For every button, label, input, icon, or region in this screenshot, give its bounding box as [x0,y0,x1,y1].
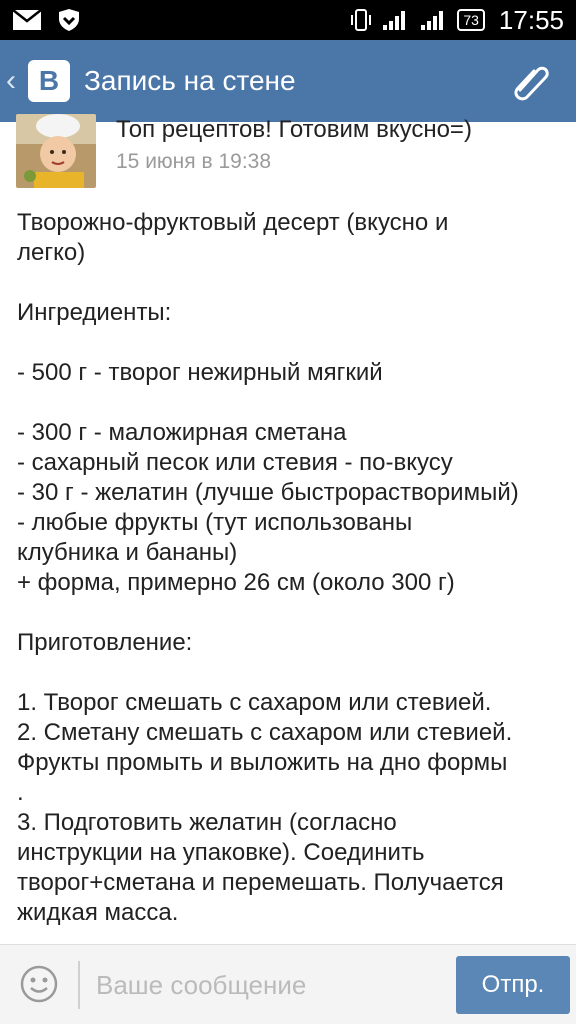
page-title: Запись на стене [84,65,296,96]
vk-logo[interactable] [28,60,70,102]
post-line: - 300 г - маложирная сметана [17,419,347,446]
post-line: Фрукты промыть и выложить на дно формы [17,749,508,776]
post-line: 2. Сметану смешать с сахаром или стевией. [17,719,513,746]
status-clock: 17:55 [498,4,564,35]
post-text [17,208,562,948]
post-line: - 500 г - творог нежирный мягкий [17,359,383,386]
status-bar [0,0,576,40]
app-header [0,40,576,122]
post-line [17,328,562,358]
post-line: жидкая масса. [17,899,179,926]
post-line: - любые фрукты (тут использованы [17,509,413,536]
vk-logo-letter: В [38,65,60,96]
post-line: 3. Подготовить желатин (согласно [17,809,397,836]
post-line: творог+сметана и перемешать. Получается [17,869,504,896]
message-composer [0,944,576,1024]
mail-icon [12,9,42,31]
post-line: + форма, примерно 26 см (около 300 г) [17,569,455,596]
message-input[interactable] [96,963,436,1007]
post-line: 1. Творог смешать с сахаром или стевией. [17,689,492,716]
post-line: . [17,779,24,806]
paperclip-icon[interactable] [510,60,552,102]
send-button[interactable]: Отпр. [456,956,570,1014]
signal-icon [419,9,449,31]
post-line: - 30 г - желатин (лучше быстрорастворимый) [17,479,519,506]
post-line [17,268,562,298]
post-line [17,388,562,418]
avatar[interactable] [16,114,96,188]
battery-indicator: 73 [457,9,485,31]
post-line: - сахарный песок или стевия - по-вкусу [17,449,453,476]
post-author[interactable]: Топ рецептов! Готовим вкусно=) [116,116,472,143]
post-line: легко) [17,239,86,266]
back-icon[interactable]: ‹ [6,64,16,97]
smile-icon[interactable] [20,965,58,1003]
post-header [0,112,576,196]
post-line [17,658,562,688]
shield-icon [58,8,80,32]
post-line: инструкции на упаковке). Соединить [17,839,425,866]
composer-divider [78,961,80,1009]
signal-icon [381,9,411,31]
post-line: Ингредиенты: [17,299,172,326]
post-date: 15 июня в 19:38 [116,150,272,173]
post-line: клубника и бананы) [17,539,238,566]
post-line: Приготовление: [17,629,193,656]
vibrate-icon [349,8,373,32]
post-line [17,598,562,628]
post-line: Творожно-фруктовый десерт (вкусно и [17,209,449,236]
